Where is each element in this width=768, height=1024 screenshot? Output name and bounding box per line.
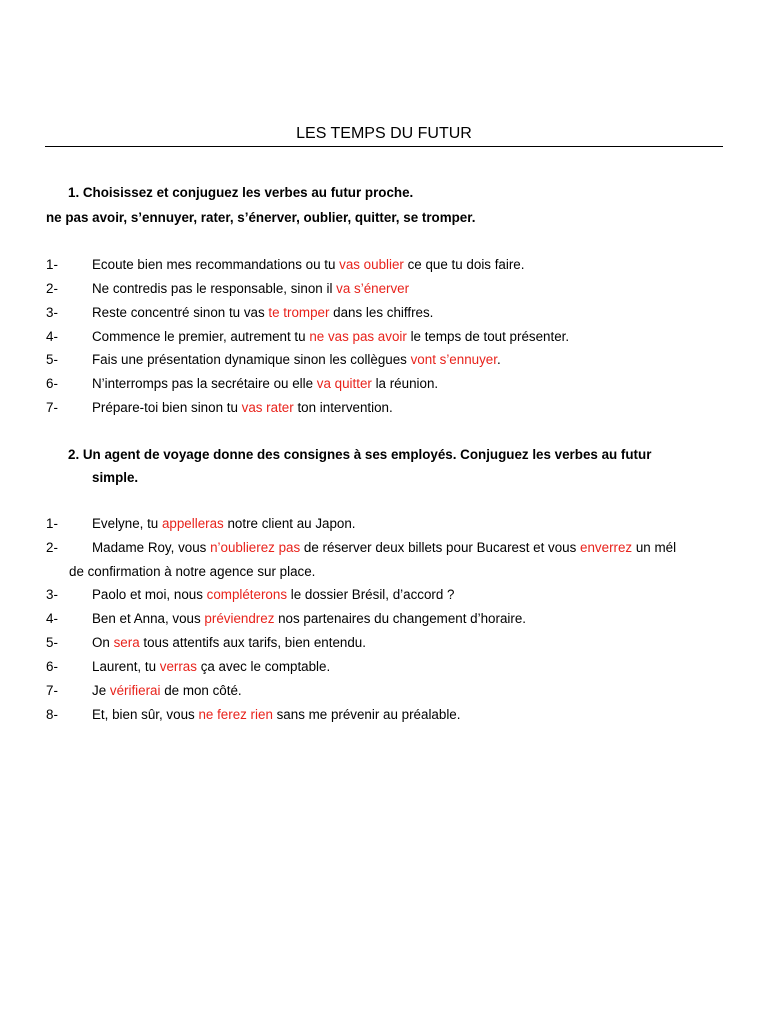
item-text: Ecoute bien mes recommandations ou tu vas oublier ce que tu dois faire. — [92, 257, 525, 272]
section1-heading: 1. Choisissez et conjuguez les verbes au futur proche. — [68, 185, 414, 200]
item-text-continuation: de confirmation à notre agence sur place. — [69, 564, 316, 579]
item-text: Ben et Anna, vous préviendrez nos partenaires du changement d’horaire. — [92, 611, 526, 626]
answer-text: va s’énerver — [336, 281, 410, 296]
answer-text: sera — [113, 635, 140, 650]
item-text: Laurent, tu verras ça avec le comptable. — [92, 659, 331, 674]
item-number: 5- — [46, 352, 58, 367]
title-underline — [45, 146, 723, 147]
item-number: 1- — [46, 516, 58, 531]
item-text: Madame Roy, vous n’oublierez pas de réserver deux billets pour Bucarest et vous enverrez un mél — [92, 540, 677, 555]
item-number: 6- — [46, 376, 58, 391]
section1-verb-list: ne pas avoir, s’ennuyer, rater, s’énerver, oublier, quitter, se tromper. — [46, 210, 476, 225]
item-text: Evelyne, tu appelleras notre client au Japon. — [92, 516, 356, 531]
answer-text: n’oublierez pas — [210, 540, 301, 555]
item-text: Commence le premier, autrement tu ne vas pas avoir le temps de tout présenter. — [92, 329, 570, 344]
item-text: Reste concentré sinon tu vas te tromper dans les chiffres. — [92, 305, 434, 320]
item-text: N’interromps pas la secrétaire ou elle va quitter la réunion. — [92, 376, 439, 391]
item-number: 2- — [46, 540, 58, 555]
item-number: 1- — [46, 257, 58, 272]
item-text: Je vérifierai de mon côté. — [92, 683, 242, 698]
item-number: 7- — [46, 683, 58, 698]
item-number: 8- — [46, 707, 58, 722]
answer-text: vas oublier — [339, 257, 404, 272]
answer-text: ne vas pas avoir — [309, 329, 407, 344]
item-number: 4- — [46, 611, 58, 626]
answer-text: enverrez — [580, 540, 633, 555]
answer-text: préviendrez — [204, 611, 275, 626]
item-number: 5- — [46, 635, 58, 650]
answer-text: te tromper — [268, 305, 330, 320]
answer-text: vas rater — [241, 400, 294, 415]
item-number: 6- — [46, 659, 58, 674]
item-number: 7- — [46, 400, 58, 415]
item-text: On sera tous attentifs aux tarifs, bien entendu. — [92, 635, 366, 650]
item-number: 3- — [46, 305, 58, 320]
item-text: Ne contredis pas le responsable, sinon il va s’énerver — [92, 281, 410, 296]
section2-heading: 2. Un agent de voyage donne des consignes à ses employés. Conjuguez les verbes au futur — [68, 447, 652, 462]
section2-heading-continuation: simple. — [92, 470, 139, 485]
item-text: Paolo et moi, nous compléterons le dossier Brésil, d’accord ? — [92, 587, 455, 602]
item-number: 3- — [46, 587, 58, 602]
answer-text: compléterons — [206, 587, 288, 602]
item-text: Fais une présentation dynamique sinon les collègues vont s’ennuyer. — [92, 352, 501, 367]
answer-text: ne ferez rien — [198, 707, 273, 722]
item-text: Prépare-toi bien sinon tu vas rater ton intervention. — [92, 400, 393, 415]
page-title: LES TEMPS DU FUTUR — [296, 125, 472, 142]
answer-text: va quitter — [316, 376, 372, 391]
answer-text: vont s’ennuyer — [410, 352, 497, 367]
answer-text: appelleras — [161, 516, 224, 531]
answer-text: verras — [159, 659, 197, 674]
answer-text: vérifierai — [109, 683, 161, 698]
item-text: Et, bien sûr, vous ne ferez rien sans me prévenir au préalable. — [92, 707, 461, 722]
item-number: 2- — [46, 281, 58, 296]
item-number: 4- — [46, 329, 58, 344]
